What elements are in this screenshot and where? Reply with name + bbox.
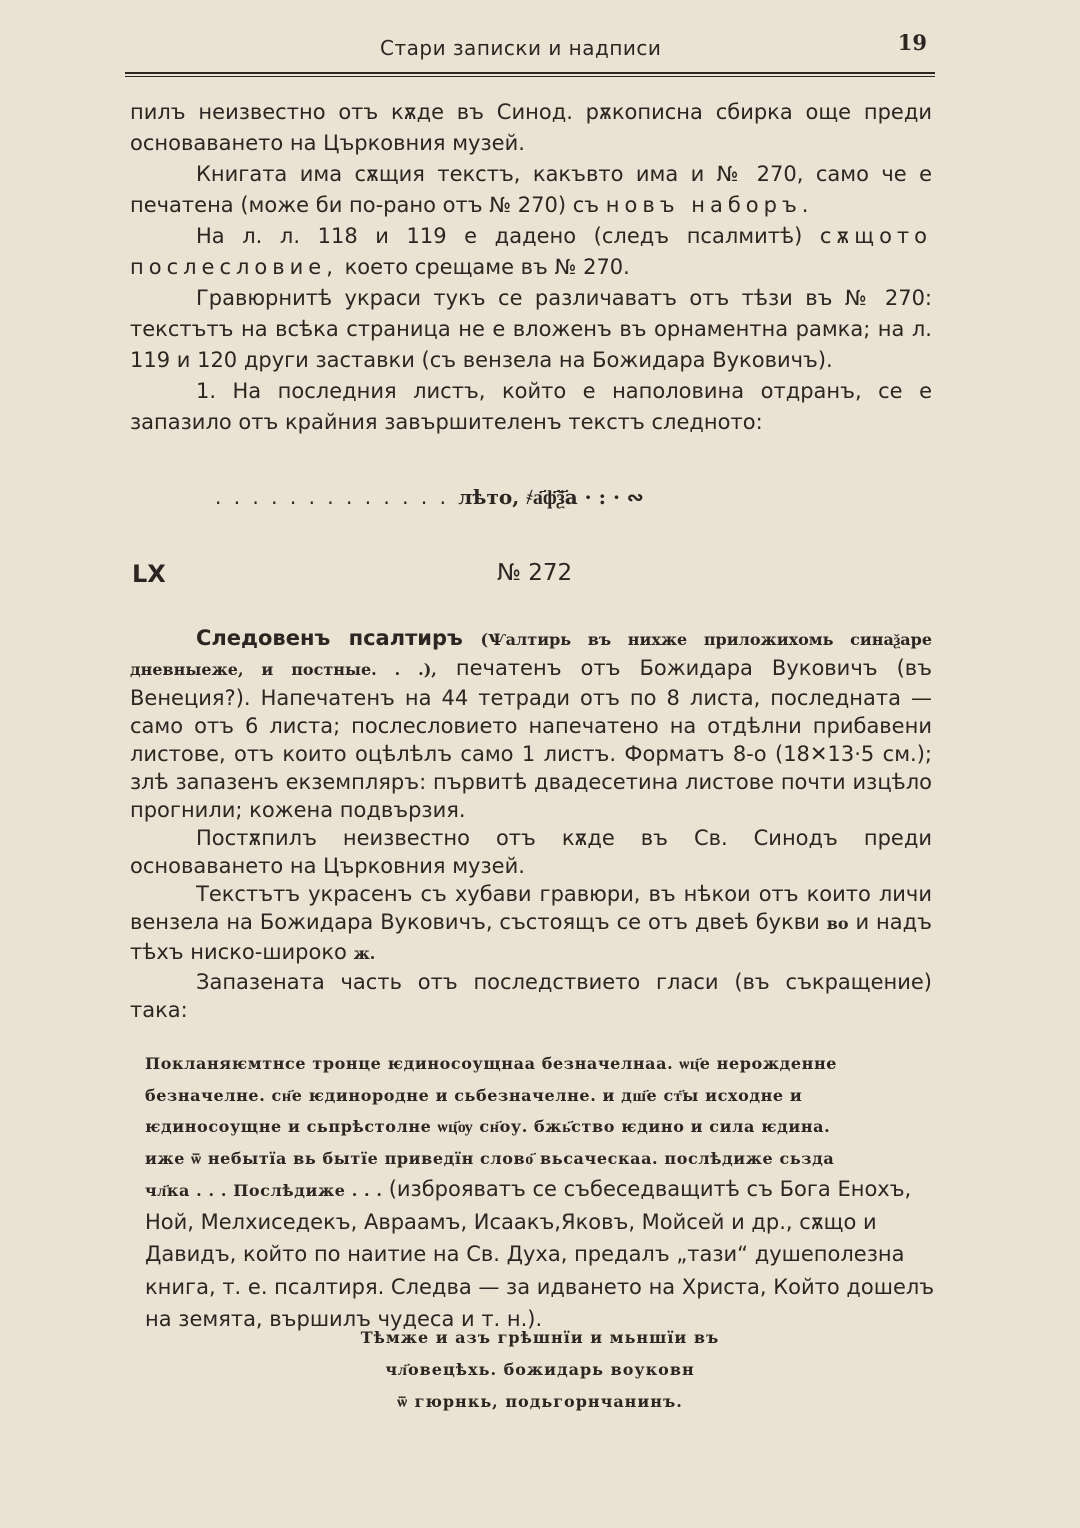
- entry-description: Следовенъ псалтиръ (Ѱалтирь въ нихже приложихомь синаѯаре дневныеже, и постные. . .), печатенъ отъ Божидара Вуковичъ (въ Венеция?). Напечатенъ на 44 тетради отъ по 8 листа, последната — само отъ 6 листа; послесловието напечатено на отдѣлни прибавени листове, отъ които оцѣлѣлъ само 1 листъ. Форматъ 8-о (18✕13·5 см.); злѣ запазенъ екземпляръ: първитѣ двадесетина листове почти изцѣло прогнили; кожена подвързия.: [130, 626, 932, 822]
- paragraph: пилъ неизвестно отъ кѫде въ Синод. рѫкописна сбирка още преди основаването на Църковния музей.: [130, 100, 932, 155]
- previous-entry-text: [130, 97, 932, 438]
- paragraph: Запазената часть отъ последствието гласи (въ съкращение) така:: [130, 970, 932, 1022]
- colophon-line: Тѣмже и азъ грѣшнїи и мьншїи въ: [360, 1328, 720, 1347]
- running-title: Стари записки и надписи: [380, 36, 662, 60]
- quote-line: Покланяѥмтнсе тронце ѥдиносоущнаа безначелнаа. ѡц҃е нерожденне безначелне. сн҃е ѥдинородне и сьбезначелне. и дш҃е ст҃ы исходне и: [145, 1054, 838, 1105]
- slavonic-title: (Ѱалтирь въ нихже приложихомь синаѯаре дневныеже, и постные. . .),: [130, 630, 932, 679]
- colophon-line: ѿ гюрнкь, подьгорнчанинъ.: [397, 1392, 683, 1411]
- paragraph: 1. На последния листъ, който е наполовина отдранъ, се е запазило отъ крайния завършителенъ текстъ следното:: [130, 379, 932, 434]
- section-title: № 272: [497, 560, 573, 586]
- entry-title: Следовенъ псалтиръ: [196, 626, 463, 650]
- colophon-line: чл҃овецѣхь. божидарь воуковн: [385, 1360, 695, 1379]
- quote-continuation: (изброяватъ се събеседващитѣ съ Бога Енохъ, Ной, Мелхиседекъ, Авраамъ, Исаакъ,Яковъ, Мойсей и др., сѫщо и Давидъ, който по наитие на Св. Духа, предалъ „тази“ душеполезна книга, т. е. псалтиря. Следва — за идването на Христа, Който дошелъ на земята, вършилъ чудеса и т. н.).: [145, 1177, 935, 1331]
- slavonic-date: лѣто, ҂а҃ф҃ѯ҃а · : · ∾: [458, 485, 644, 509]
- paragraph: Постѫпилъ неизвестно отъ кѫде въ Св. Синодъ преди основаването на Църковния музей.: [130, 826, 932, 878]
- quote-line: иже ѿ небытїа вь бытїе приведїн слово҃ вьсаческаа. послѣдиже сьзда: [145, 1148, 835, 1168]
- paragraph: Книгата има сѫщия текстъ, какъвто има и № 270, само че е печатена (може би по-рано отъ № 270) съ новъ наборъ.: [130, 162, 932, 217]
- header-rule: [125, 72, 935, 74]
- running-header: [125, 28, 935, 76]
- section-number: LX: [132, 560, 166, 588]
- transcription-line: [215, 485, 815, 510]
- monogram-letters: во: [826, 914, 849, 933]
- page-number: 19: [897, 30, 927, 55]
- colophon: [0, 1322, 1080, 1418]
- paragraph: Текстътъ украсенъ съ хубави гравюри, въ нѣкои отъ които личи вензела на Божидара Вуковичъ, състоящъ се отъ двеѣ букви во и надъ тѣхъ ниско-широко ж.: [130, 882, 932, 964]
- paragraph: Гравюрнитѣ украси тукъ се различаватъ отъ тѣзи въ № 270: текстътъ на всѣка страница не е вложенъ въ орнаментна рамка; на л. 119 и 120 други заставки (съ вензела на Божидара Вуковичъ).: [130, 286, 932, 372]
- quote-line: ѥдиносоущне и сьпрѣстолне ѡц҃ѹ сн҃оу. бжь҃ство ѥдино и сила ѥдина.: [145, 1117, 831, 1136]
- quote-line: чл҃ка . . . Послѣдиже . . . (изброяватъ се събеседващитѣ съ Бога Енохъ, Ной, Мелхиседекъ, Авраамъ, Исаакъ,Яковъ, Мойсей и др., сѫщо и Давидъ, който по наитие на Св. Духа, предалъ „тази“ душеполезна книга, т. е. псалтиря. Следва — за идването на Христа, Който дошелъ на земята, вършилъ чудеса и т. н.).: [145, 1177, 935, 1331]
- header-rule-thin: [125, 76, 935, 77]
- slavonic-quote: [145, 1048, 945, 1337]
- entry-text: [130, 624, 932, 1024]
- dots: . . . . . . . . . . . . .: [215, 485, 449, 509]
- paragraph: На л. л. 118 и 119 е дадено (следъ псалмитѣ) сѫщото послесловие, което срещаме въ № 270.: [130, 224, 932, 279]
